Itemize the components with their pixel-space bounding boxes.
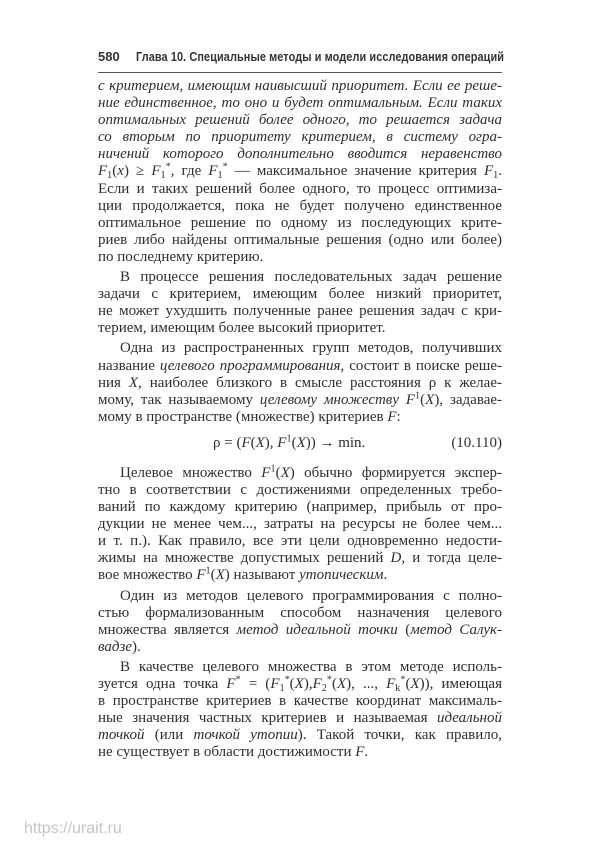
text-run: ции продолжается, пока не будет получено единственное xyxy=(98,197,502,214)
italic-text: X xyxy=(255,434,265,451)
superscript: * xyxy=(284,674,290,686)
superscript: 1 xyxy=(205,565,211,577)
text-line xyxy=(98,727,502,744)
text-line xyxy=(98,198,502,215)
text-run: — максимальное значение критерия xyxy=(227,163,484,180)
display-equation xyxy=(98,435,502,455)
text-run: )), имеющая xyxy=(419,676,502,692)
paragraph xyxy=(98,78,502,266)
italic-text: F xyxy=(98,163,108,180)
text-line xyxy=(98,232,502,249)
text-line xyxy=(98,659,502,676)
text-line xyxy=(98,215,502,232)
superscript: * xyxy=(326,674,332,686)
text-line xyxy=(98,340,502,357)
italic-text: X xyxy=(296,434,306,451)
text-run: . xyxy=(383,567,388,584)
text-run: Если и таких решений более одного, то процесс оптимиза- xyxy=(98,180,502,197)
italic-text: утопическим xyxy=(299,567,384,584)
text-line xyxy=(98,249,502,266)
italic-text: X xyxy=(128,374,139,391)
text-run: жимы на множестве допустимых решений xyxy=(98,550,391,567)
text-run: В качестве целевого множества в этом методе исполь- xyxy=(120,658,502,675)
text-line xyxy=(98,146,502,163)
italic-text: вадзе xyxy=(98,638,133,655)
text-run: оптимальное решение по одному из последующих крите- xyxy=(98,214,502,231)
text-run: ные значения частных критериев и называемая xyxy=(98,710,437,727)
text-line xyxy=(98,588,502,605)
equation-expression xyxy=(213,435,365,452)
italic-text: целевому множеству xyxy=(259,391,399,408)
italic-text: F xyxy=(483,163,494,180)
text-line xyxy=(98,710,502,727)
text-line xyxy=(98,286,502,303)
text-line xyxy=(98,482,502,499)
italic-text: точкой xyxy=(98,727,145,744)
text-line xyxy=(98,392,502,409)
text-line xyxy=(98,465,502,482)
paragraph xyxy=(98,659,502,762)
page-number: 580 xyxy=(98,49,120,64)
text-run: терием, имеющим более высокий приоритет. xyxy=(98,320,386,337)
subscript: 1 xyxy=(217,170,223,182)
header-rule xyxy=(98,72,502,73)
italic-text: F xyxy=(387,408,397,425)
text-line xyxy=(98,320,502,337)
text-run: ( xyxy=(397,621,411,638)
text-line xyxy=(98,533,502,550)
italic-text: F xyxy=(208,163,218,180)
text-run: В процессе решения последовательных задач решение xyxy=(120,269,502,286)
text-run: , наиболее близкого в смысле расстояния ρ к желае- xyxy=(138,374,502,391)
superscript: 1 xyxy=(286,433,292,445)
text-run: , где xyxy=(170,163,209,180)
text-run: . xyxy=(498,163,502,180)
text-line xyxy=(98,163,502,180)
text-run: ( xyxy=(291,434,297,451)
italic-text: F xyxy=(270,676,280,692)
italic-text: F xyxy=(405,391,416,408)
text-run: зуется одна точка xyxy=(98,676,227,692)
text-run: ) обычно формируется экспер- xyxy=(289,464,502,481)
italic-text: метод идеальной точки xyxy=(236,621,398,638)
text-line xyxy=(98,129,502,146)
text-run: : xyxy=(396,408,401,425)
text-line xyxy=(98,375,502,392)
subscript: 1 xyxy=(493,170,499,182)
paragraph xyxy=(98,588,502,656)
text-run: ( xyxy=(210,567,216,584)
text-run: название xyxy=(98,357,160,374)
text-run: ( xyxy=(420,391,426,408)
text-run: ), задавае- xyxy=(434,391,503,408)
text-line xyxy=(98,639,502,656)
source-watermark: https://urait.ru xyxy=(24,820,122,837)
text-run: ), ..., xyxy=(346,676,387,692)
text-run xyxy=(399,392,406,408)
chapter-title: Глава 10. Специальные методы и модели исследования операций xyxy=(136,49,505,64)
superscript: 1 xyxy=(270,463,276,475)
italic-text: X xyxy=(294,676,304,692)
text-run: риев либо найдены оптимальные решения (одно или более) xyxy=(98,231,502,248)
text-run: ( xyxy=(405,676,411,692)
italic-text: F xyxy=(386,676,396,692)
text-run: ( xyxy=(112,163,118,180)
text-line xyxy=(98,550,502,567)
text-line xyxy=(98,693,502,710)
superscript: * xyxy=(222,161,228,173)
italic-text: F xyxy=(277,434,287,451)
italic-text: точкой утопии xyxy=(193,727,298,744)
text-run: , состоит в поиске реше- xyxy=(340,357,503,374)
subscript: k xyxy=(395,683,401,695)
paragraph xyxy=(98,340,502,425)
text-run: мому, так называемому xyxy=(98,391,260,408)
text-run: ) ≥ xyxy=(123,163,152,180)
text-run: по последнему критерию. xyxy=(98,248,264,265)
text-line xyxy=(98,181,502,198)
text-run: задачи с критерием, имеющим более низкий приоритет, xyxy=(98,286,502,303)
text-line xyxy=(98,622,502,639)
italic-text: X xyxy=(410,676,420,692)
italic-text: оптимальных решений более одного, то решается задача xyxy=(98,112,502,129)
superscript: * xyxy=(235,674,241,686)
text-line xyxy=(98,516,502,533)
text-line xyxy=(98,409,502,426)
text-line xyxy=(98,303,502,320)
text-run: ), xyxy=(264,434,278,451)
text-run: ния xyxy=(98,374,129,391)
text-run: мому в пространстве (множестве) критериев xyxy=(98,408,388,425)
text-run: Целевое множество xyxy=(120,464,262,481)
italic-text: F xyxy=(312,676,322,692)
text-run: дукции не менее чем..., затраты на ресурсы не более чем... xyxy=(98,516,502,533)
text-run: не существует в области достижимости xyxy=(98,744,356,761)
text-run: ), xyxy=(303,676,313,692)
text-run: в пространстве критериев в качестве координат максималь- xyxy=(98,693,502,710)
text-run: вое множество xyxy=(98,567,197,584)
italic-text: F xyxy=(151,163,161,180)
equation-number: (10.110) xyxy=(451,434,502,451)
text-run: ( xyxy=(250,434,256,451)
text-run: и т. п.). Как правило, все эти цели одновременно недости- xyxy=(98,533,502,550)
text-line xyxy=(98,269,502,286)
text-run: = ( xyxy=(240,676,271,692)
subscript: 1 xyxy=(279,683,285,695)
italic-text: с критерием, имеющим наивысший приоритет. Если ее реше- xyxy=(98,78,502,94)
text-run: тно в соответствии с достижениями определенных требо- xyxy=(98,481,502,498)
text-line xyxy=(98,676,502,693)
superscript: * xyxy=(400,674,406,686)
italic-text: D xyxy=(390,550,402,567)
italic-text: x xyxy=(117,163,124,180)
text-run: ваний по каждому критерию (например, прибыль от про- xyxy=(98,499,502,516)
text-line xyxy=(98,499,502,516)
italic-text: F xyxy=(241,434,251,451)
italic-text: целевого программирования xyxy=(159,357,341,374)
paragraph xyxy=(98,465,502,585)
text-run: . xyxy=(364,744,369,761)
italic-text: ние единственное, то оно и будет оптимальным. Если таких xyxy=(98,95,502,112)
text-run: ( xyxy=(275,464,281,481)
text-run: не может ухудшить полученные ранее решения задач с кри- xyxy=(98,303,502,320)
italic-text: F xyxy=(226,676,236,692)
italic-text: F xyxy=(355,744,365,761)
subscript: 1 xyxy=(107,170,113,182)
superscript: * xyxy=(165,161,171,173)
text-line xyxy=(98,605,502,622)
text-run: , и тогда целе- xyxy=(401,550,503,567)
text-line xyxy=(98,78,502,95)
text-run: ). Такой точки, как правило, xyxy=(297,727,502,744)
italic-text: идеальной xyxy=(436,710,502,727)
running-header xyxy=(98,47,505,71)
subscript: 2 xyxy=(321,683,327,695)
italic-text: F xyxy=(261,464,271,481)
text-run: ) называют xyxy=(224,567,300,584)
text-run: ). xyxy=(132,638,141,655)
italic-text: X xyxy=(280,464,290,481)
text-line xyxy=(98,95,502,112)
italic-text: F xyxy=(196,567,206,584)
paragraph xyxy=(98,269,502,337)
text-run: (или xyxy=(144,727,194,744)
text-run: Одна из распространенных групп методов, получивших xyxy=(120,340,502,357)
text-line xyxy=(98,112,502,129)
italic-text: ничений которого дополнительно вводится неравенство xyxy=(98,146,502,163)
text-line xyxy=(98,567,502,584)
superscript: 1 xyxy=(415,390,421,402)
text-run: Один из методов целевого программирования с полно- xyxy=(120,587,502,604)
italic-text: X xyxy=(425,391,435,408)
italic-text: метод Салук- xyxy=(410,621,502,638)
text-run: ( xyxy=(331,676,337,692)
text-run: ρ = ( xyxy=(213,434,242,451)
body-text xyxy=(98,78,502,761)
text-run: ( xyxy=(289,676,295,692)
italic-text: со вторым по приоритету критерием, в систему огра- xyxy=(98,129,502,146)
italic-text: X xyxy=(336,676,347,692)
italic-text: X xyxy=(215,567,225,584)
text-run: )) → min. xyxy=(305,434,366,451)
subscript: 1 xyxy=(160,170,166,182)
text-run: стью формализованным способом назначения целевого xyxy=(98,604,502,621)
text-run: множества является xyxy=(98,621,237,638)
text-line xyxy=(98,744,502,761)
text-line xyxy=(98,358,502,375)
